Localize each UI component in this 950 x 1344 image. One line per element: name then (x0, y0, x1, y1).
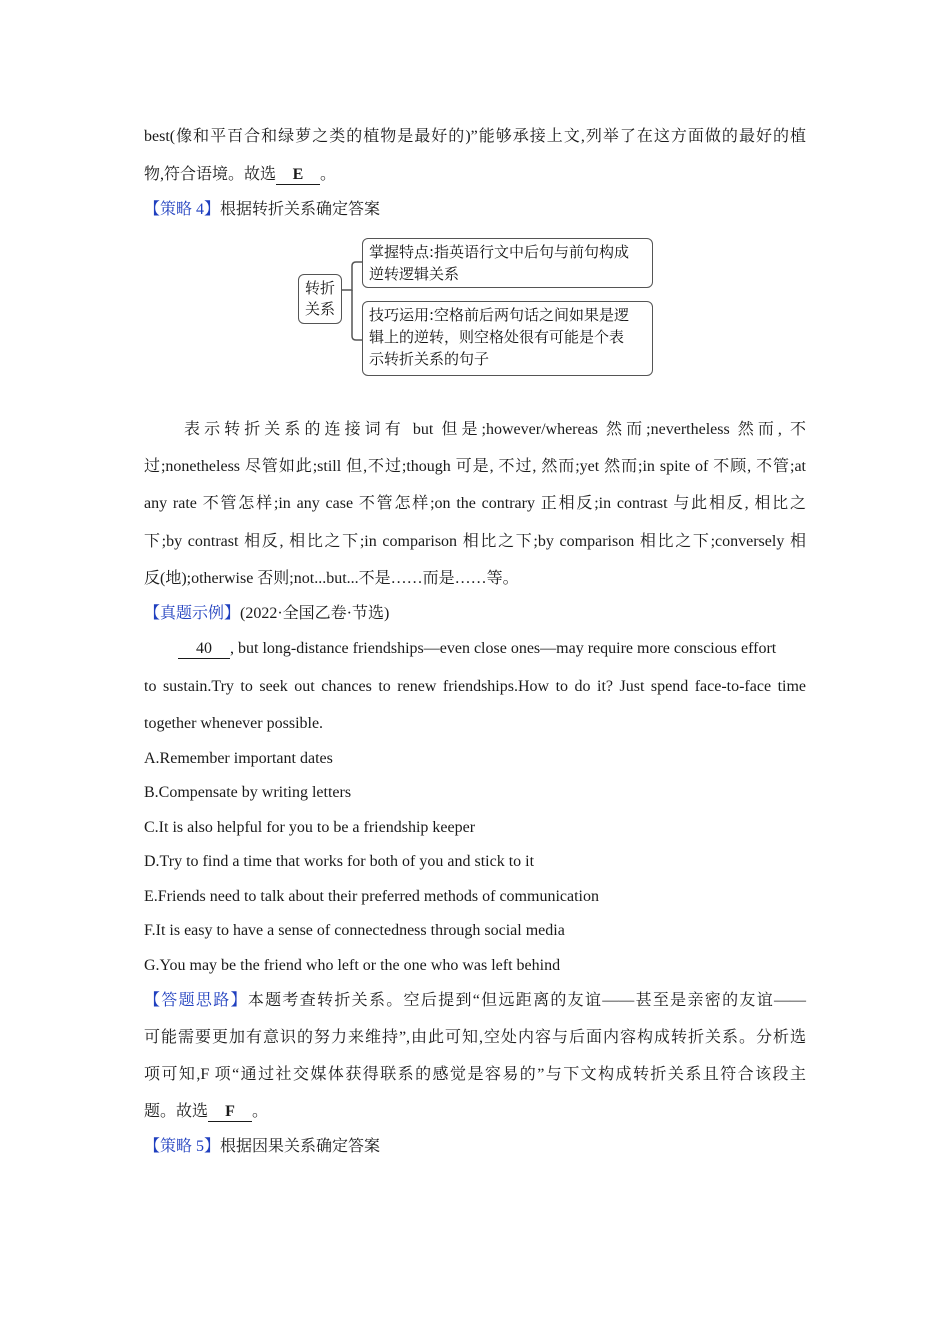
connectives-line: 表示转折关系的连接词有 but 但是;however/whereas 然而;nevertheless 然而, 不 (184, 421, 806, 438)
connector-line (352, 290, 362, 340)
strategy-heading (144, 1137, 806, 1157)
analysis-line: 项可知,F 项“通过社交媒体获得联系的感觉是容易的”与下文构成转折关系且符合该段主 (144, 1066, 806, 1083)
strategy-heading (144, 200, 806, 220)
example-tag: 【真题示例】 (144, 605, 241, 622)
answer-blank: E (276, 166, 320, 185)
option-item: C.It is also helpful for you to be a friendship keeper (144, 819, 476, 836)
answer-blank: F (208, 1103, 252, 1122)
example-heading (144, 604, 806, 624)
analysis-line: 可能需要更加有意识的努力来维持”,由此可知,空处内容与后面内容构成转折关系。分析选 (144, 1029, 806, 1046)
question-blank: 40 (178, 640, 230, 659)
option-item: E.Friends need to talk about their preferred methods of communication (144, 888, 599, 905)
strategy-title: 根据因果关系确定答案 (220, 1138, 381, 1155)
connectives-line: 反(地);otherwise 否则;not...but...不是……而是……等。 (144, 570, 519, 587)
strategy-tag: 【策略 4】 (144, 201, 221, 218)
diagram-root-box: 转折 关系 (298, 274, 342, 324)
connector-line (341, 262, 362, 290)
paragraph-line: 物,符合语境。故选 E 。 (144, 166, 337, 183)
option-item: B.Compensate by writing letters (144, 784, 352, 801)
analysis-line: 题。故选 F 。 (144, 1103, 269, 1120)
strategy-title: 根据转折关系确定答案 (220, 201, 381, 218)
connectives-line: 过;nonetheless 尽管如此;still 但,不过;though 可是, 不过, 然而;yet 然而;in spite of 不顾, 不管;at (144, 458, 806, 475)
option-item: G.You may be the friend who left or the one who was left behind (144, 957, 561, 974)
connectives-line: any rate 不管怎样;in any case 不管怎样;on the contrary 正相反;in contrast 与此相反, 相比之 (144, 495, 806, 512)
example-line: 40 , but long-distance friendships—even close ones—may require more conscious effort (178, 639, 806, 659)
option-item: D.Try to find a time that works for both of you and stick to it (144, 853, 535, 870)
example-source: (2022·全国乙卷·节选) (240, 605, 390, 622)
paragraph-line: best(像和平百合和绿萝之类的植物是最好的)”能够承接上文,列举了在这方面做的最好的植 (144, 128, 806, 145)
example-line: to sustain.Try to seek out chances to renew friendships.How to do it? Just spend face-to-face time (144, 678, 806, 695)
diagram-technique-box: 技巧运用:空格前后两句话之间如果是逻 辑上的逆转，则空格处很有可能是个表 示转折关系的句子 (362, 301, 653, 376)
analysis-tag: 【答题思路】 (144, 992, 248, 1009)
diagram-feature-box: 掌握特点:指英语行文中后句与前句构成 逆转逻辑关系 (362, 238, 653, 288)
option-item: F.It is easy to have a sense of connectedness through social media (144, 922, 565, 939)
example-line: together whenever possible. (144, 715, 324, 732)
analysis-line: 【答题思路】本题考查转折关系。空后提到“但远距离的友谊——甚至是亲密的友谊—— (144, 992, 806, 1009)
option-item: A.Remember important dates (144, 750, 333, 767)
strategy-tag: 【策略 5】 (144, 1138, 221, 1155)
connectives-line: 下;by contrast 相反, 相比之下;in comparison 相比之下;by comparison 相比之下;conversely 相 (144, 533, 806, 550)
